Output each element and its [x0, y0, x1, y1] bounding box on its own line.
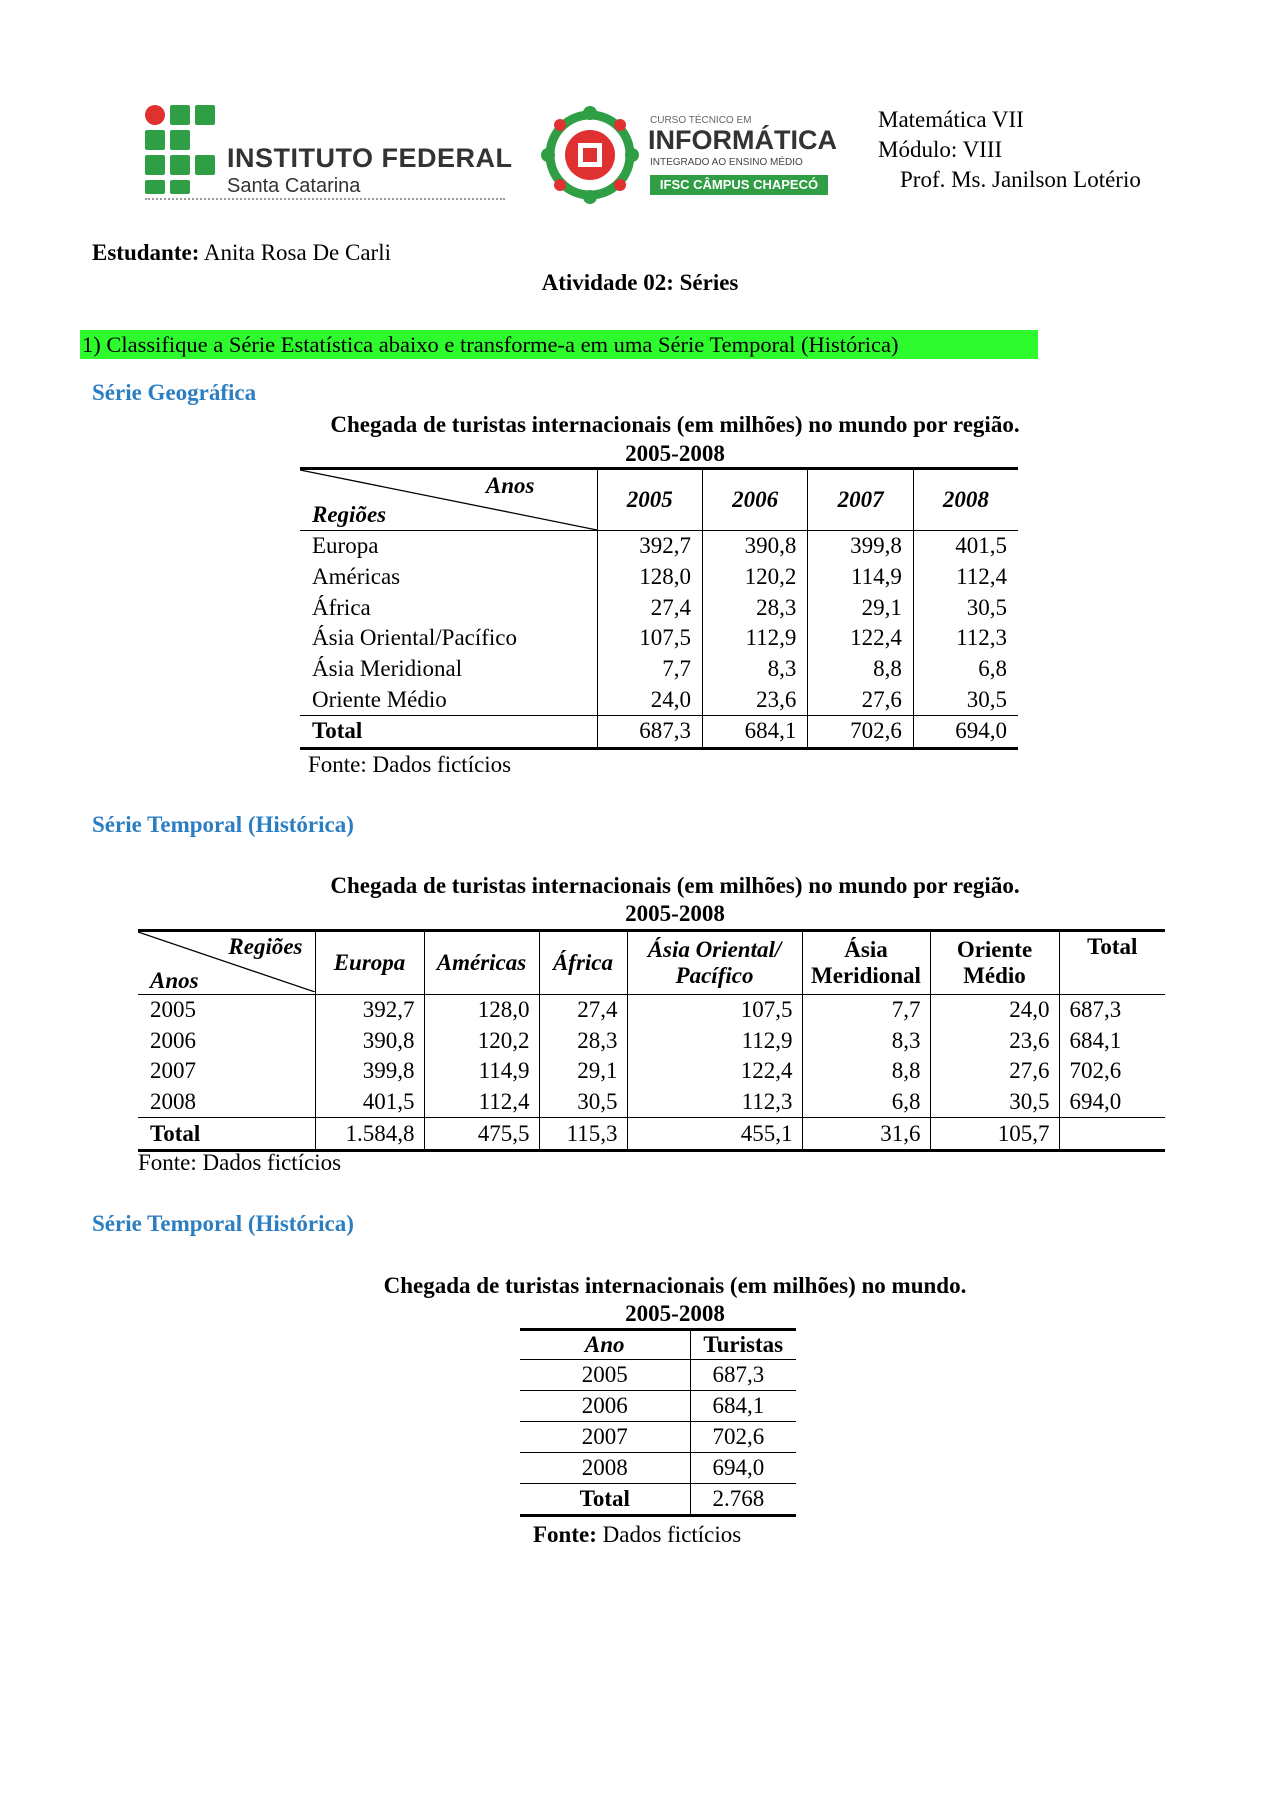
cell-value: 114,9 [424, 1056, 539, 1087]
corner-top: Regiões [228, 934, 303, 959]
col-header: Total [1059, 931, 1165, 995]
total-value: 115,3 [539, 1118, 627, 1151]
cell-value: 390,8 [702, 531, 807, 562]
year-header: 2007 [808, 469, 913, 531]
cell-value: 112,4 [913, 562, 1018, 593]
source-label: Fonte: [533, 1522, 597, 1547]
total-value: 702,6 [808, 716, 913, 749]
section2-source: Fonte: Dados fictícios [138, 1150, 342, 1175]
cell-value: 390,8 [315, 1026, 424, 1057]
row-label: Oriente Médio [312, 686, 447, 712]
cell-value: 8,8 [808, 654, 913, 685]
row-label: 2006 [150, 1027, 196, 1053]
cell-value: 29,1 [539, 1056, 627, 1087]
cell-value: 27,4 [539, 995, 627, 1026]
col-header [627, 931, 802, 995]
cell-value: 114,9 [808, 562, 913, 593]
table-row [300, 654, 1018, 685]
row-label: África [312, 594, 371, 620]
col-header: Europa [315, 931, 424, 995]
cell-value: 392,7 [597, 531, 702, 562]
cell-value: 29,1 [808, 592, 913, 623]
table-row [138, 995, 1165, 1026]
cell-value: 702,6 [690, 1422, 796, 1453]
institute-name: INSTITUTO FEDERAL [227, 143, 513, 173]
student-name: Anita Rosa De Carli [203, 240, 391, 265]
student-line [92, 240, 391, 266]
informatica-logo [540, 105, 840, 205]
table-geographic [300, 467, 1018, 750]
corner-bottom: Regiões [312, 502, 387, 527]
table-row [138, 1026, 1165, 1057]
cell-value: 687,3 [1059, 995, 1165, 1026]
course-integrated: INTEGRADO AO ENSINO MÉDIO [650, 157, 803, 168]
informatica-emblem-icon [540, 105, 640, 205]
row-label: 2005 [520, 1360, 690, 1391]
section2-heading: Série Temporal (Histórica) [92, 812, 354, 837]
cell-value: 128,0 [597, 562, 702, 593]
cell-value: 30,5 [913, 684, 1018, 715]
row-label: 2005 [150, 997, 196, 1023]
total-value: 105,7 [930, 1118, 1059, 1151]
cell-value: 694,0 [1059, 1087, 1165, 1118]
total-value: 455,1 [627, 1118, 802, 1151]
student-label: Estudante: [92, 240, 200, 265]
col-header: África [539, 931, 627, 995]
total-value: 687,3 [597, 716, 702, 749]
row-label: 2008 [520, 1453, 690, 1484]
cell-value: 122,4 [627, 1056, 802, 1087]
year-header: 2006 [702, 469, 807, 531]
cell-value: 23,6 [930, 1026, 1059, 1057]
activity-title: Atividade 02: Séries [541, 270, 739, 295]
table-row [300, 684, 1018, 715]
section3-period: 2005-2008 [625, 1301, 725, 1326]
col-header-line: Meridional [811, 963, 921, 988]
cell-value: 8,3 [802, 1026, 930, 1057]
cell-value: 120,2 [424, 1026, 539, 1057]
cell-value: 27,6 [930, 1056, 1059, 1087]
col-header [802, 931, 930, 995]
institute-subname: Santa Catarina [227, 175, 361, 197]
year-header: 2008 [913, 469, 1018, 531]
section3-heading: Série Temporal (Histórica) [92, 1211, 354, 1236]
course-name: INFORMÁTICA [648, 125, 837, 155]
total-value [1059, 1118, 1165, 1151]
corner-bottom: Anos [150, 968, 199, 993]
corner-top: Anos [485, 473, 535, 498]
total-label: Total [300, 716, 597, 749]
total-value: 475,5 [424, 1118, 539, 1151]
section3-source [533, 1522, 741, 1548]
cell-value: 107,5 [597, 623, 702, 654]
row-label: 2008 [150, 1089, 196, 1115]
cell-value: 399,8 [315, 1056, 424, 1087]
section1-heading: Série Geográfica [92, 380, 257, 405]
cell-value: 7,7 [597, 654, 702, 685]
section2-period: 2005-2008 [625, 901, 725, 926]
row-label: Américas [312, 564, 401, 590]
logo-divider [145, 198, 505, 200]
corner-header [300, 469, 597, 531]
cell-value: 112,9 [702, 623, 807, 654]
row-label: 2007 [150, 1058, 196, 1084]
cell-value: 687,3 [690, 1360, 796, 1391]
section1-period: 2005-2008 [625, 441, 725, 466]
section1-title: Chegada de turistas internacionais (em milhões) no mundo por região. [330, 412, 1020, 437]
cell-value: 23,6 [702, 684, 807, 715]
col-tourists-header: Turistas [690, 1330, 796, 1360]
table-row [300, 623, 1018, 654]
cell-value: 128,0 [424, 995, 539, 1026]
col-header-line: Médio [963, 963, 1026, 988]
table-row [138, 1056, 1165, 1087]
cell-value: 30,5 [913, 592, 1018, 623]
row-label: Ásia Oriental/Pacífico [312, 625, 518, 651]
cell-value: 28,3 [539, 1026, 627, 1057]
cell-value: 8,8 [802, 1056, 930, 1087]
cell-value: 399,8 [808, 531, 913, 562]
col-header-line: Pacífico [675, 963, 754, 988]
col-header [930, 931, 1059, 995]
table-row [300, 531, 1018, 562]
col-header-line: Ásia [844, 937, 888, 962]
ifsc-grid-icon [145, 105, 217, 193]
total-value: 2.768 [690, 1484, 796, 1516]
table-row [520, 1360, 796, 1391]
cell-value: 694,0 [690, 1453, 796, 1484]
section3-title: Chegada de turistas internacionais (em milhões) no mundo. [383, 1273, 967, 1298]
row-label: 2006 [520, 1391, 690, 1422]
total-row [520, 1484, 796, 1516]
cell-value: 24,0 [597, 684, 702, 715]
total-row [138, 1118, 1165, 1151]
cell-value: 30,5 [930, 1087, 1059, 1118]
cell-value: 112,3 [913, 623, 1018, 654]
row-label: 2007 [520, 1422, 690, 1453]
table-temporal-regions [138, 929, 1165, 1152]
row-label: Europa [312, 533, 379, 559]
cell-value: 702,6 [1059, 1056, 1165, 1087]
cell-value: 401,5 [913, 531, 1018, 562]
cell-value: 27,4 [597, 592, 702, 623]
total-row [300, 716, 1018, 749]
cell-value: 8,3 [702, 654, 807, 685]
cell-value: 6,8 [802, 1087, 930, 1118]
cell-value: 112,4 [424, 1087, 539, 1118]
total-value: 684,1 [702, 716, 807, 749]
corner-header [138, 931, 315, 995]
question-text: 1) Classifique a Série Estatística abaixo e transforme-a em uma Série Temporal (Histórica) [80, 330, 1038, 359]
ifsc-logo [145, 103, 513, 208]
cell-value: 684,1 [1059, 1026, 1165, 1057]
cell-value: 401,5 [315, 1087, 424, 1118]
total-label: Total [138, 1118, 315, 1151]
cell-value: 120,2 [702, 562, 807, 593]
course-info [878, 105, 1141, 195]
section2-title: Chegada de turistas internacionais (em milhões) no mundo por região. [330, 873, 1020, 898]
table-temporal-total [520, 1328, 796, 1517]
cell-value: 27,6 [808, 684, 913, 715]
total-label: Total [579, 1486, 630, 1511]
cell-value: 684,1 [690, 1391, 796, 1422]
total-value: 31,6 [802, 1118, 930, 1151]
section1-source: Fonte: Dados fictícios [308, 752, 512, 777]
cell-value: 28,3 [702, 592, 807, 623]
table-row [300, 562, 1018, 593]
table-row [300, 592, 1018, 623]
cell-value: 112,9 [627, 1026, 802, 1057]
course-campus: IFSC CÂMPUS CHAPECÓ [650, 175, 828, 195]
cell-value: 112,3 [627, 1087, 802, 1118]
col-header-line: Oriente [956, 937, 1033, 962]
total-value: 694,0 [913, 716, 1018, 749]
table-row [520, 1391, 796, 1422]
table-row [520, 1422, 796, 1453]
row-label: Ásia Meridional [312, 656, 463, 682]
course-small: CURSO TÉCNICO EM [650, 115, 752, 126]
table-row [520, 1453, 796, 1484]
total-value: 1.584,8 [315, 1118, 424, 1151]
cell-value: 24,0 [930, 995, 1059, 1026]
subject: Matemática VII [878, 107, 1024, 132]
col-header-line: Ásia Oriental/ [647, 937, 782, 962]
module: Módulo: VIII [878, 137, 1003, 162]
cell-value: 122,4 [808, 623, 913, 654]
cell-value: 107,5 [627, 995, 802, 1026]
year-header: 2005 [597, 469, 702, 531]
cell-value: 392,7 [315, 995, 424, 1026]
cell-value: 6,8 [913, 654, 1018, 685]
col-year-header: Ano [520, 1330, 690, 1360]
cell-value: 30,5 [539, 1087, 627, 1118]
source-text: Dados fictícios [602, 1522, 742, 1547]
table-row [138, 1087, 1165, 1118]
professor: Prof. Ms. Janilson Lotério [900, 167, 1141, 192]
cell-value: 7,7 [802, 995, 930, 1026]
col-header: Américas [424, 931, 539, 995]
